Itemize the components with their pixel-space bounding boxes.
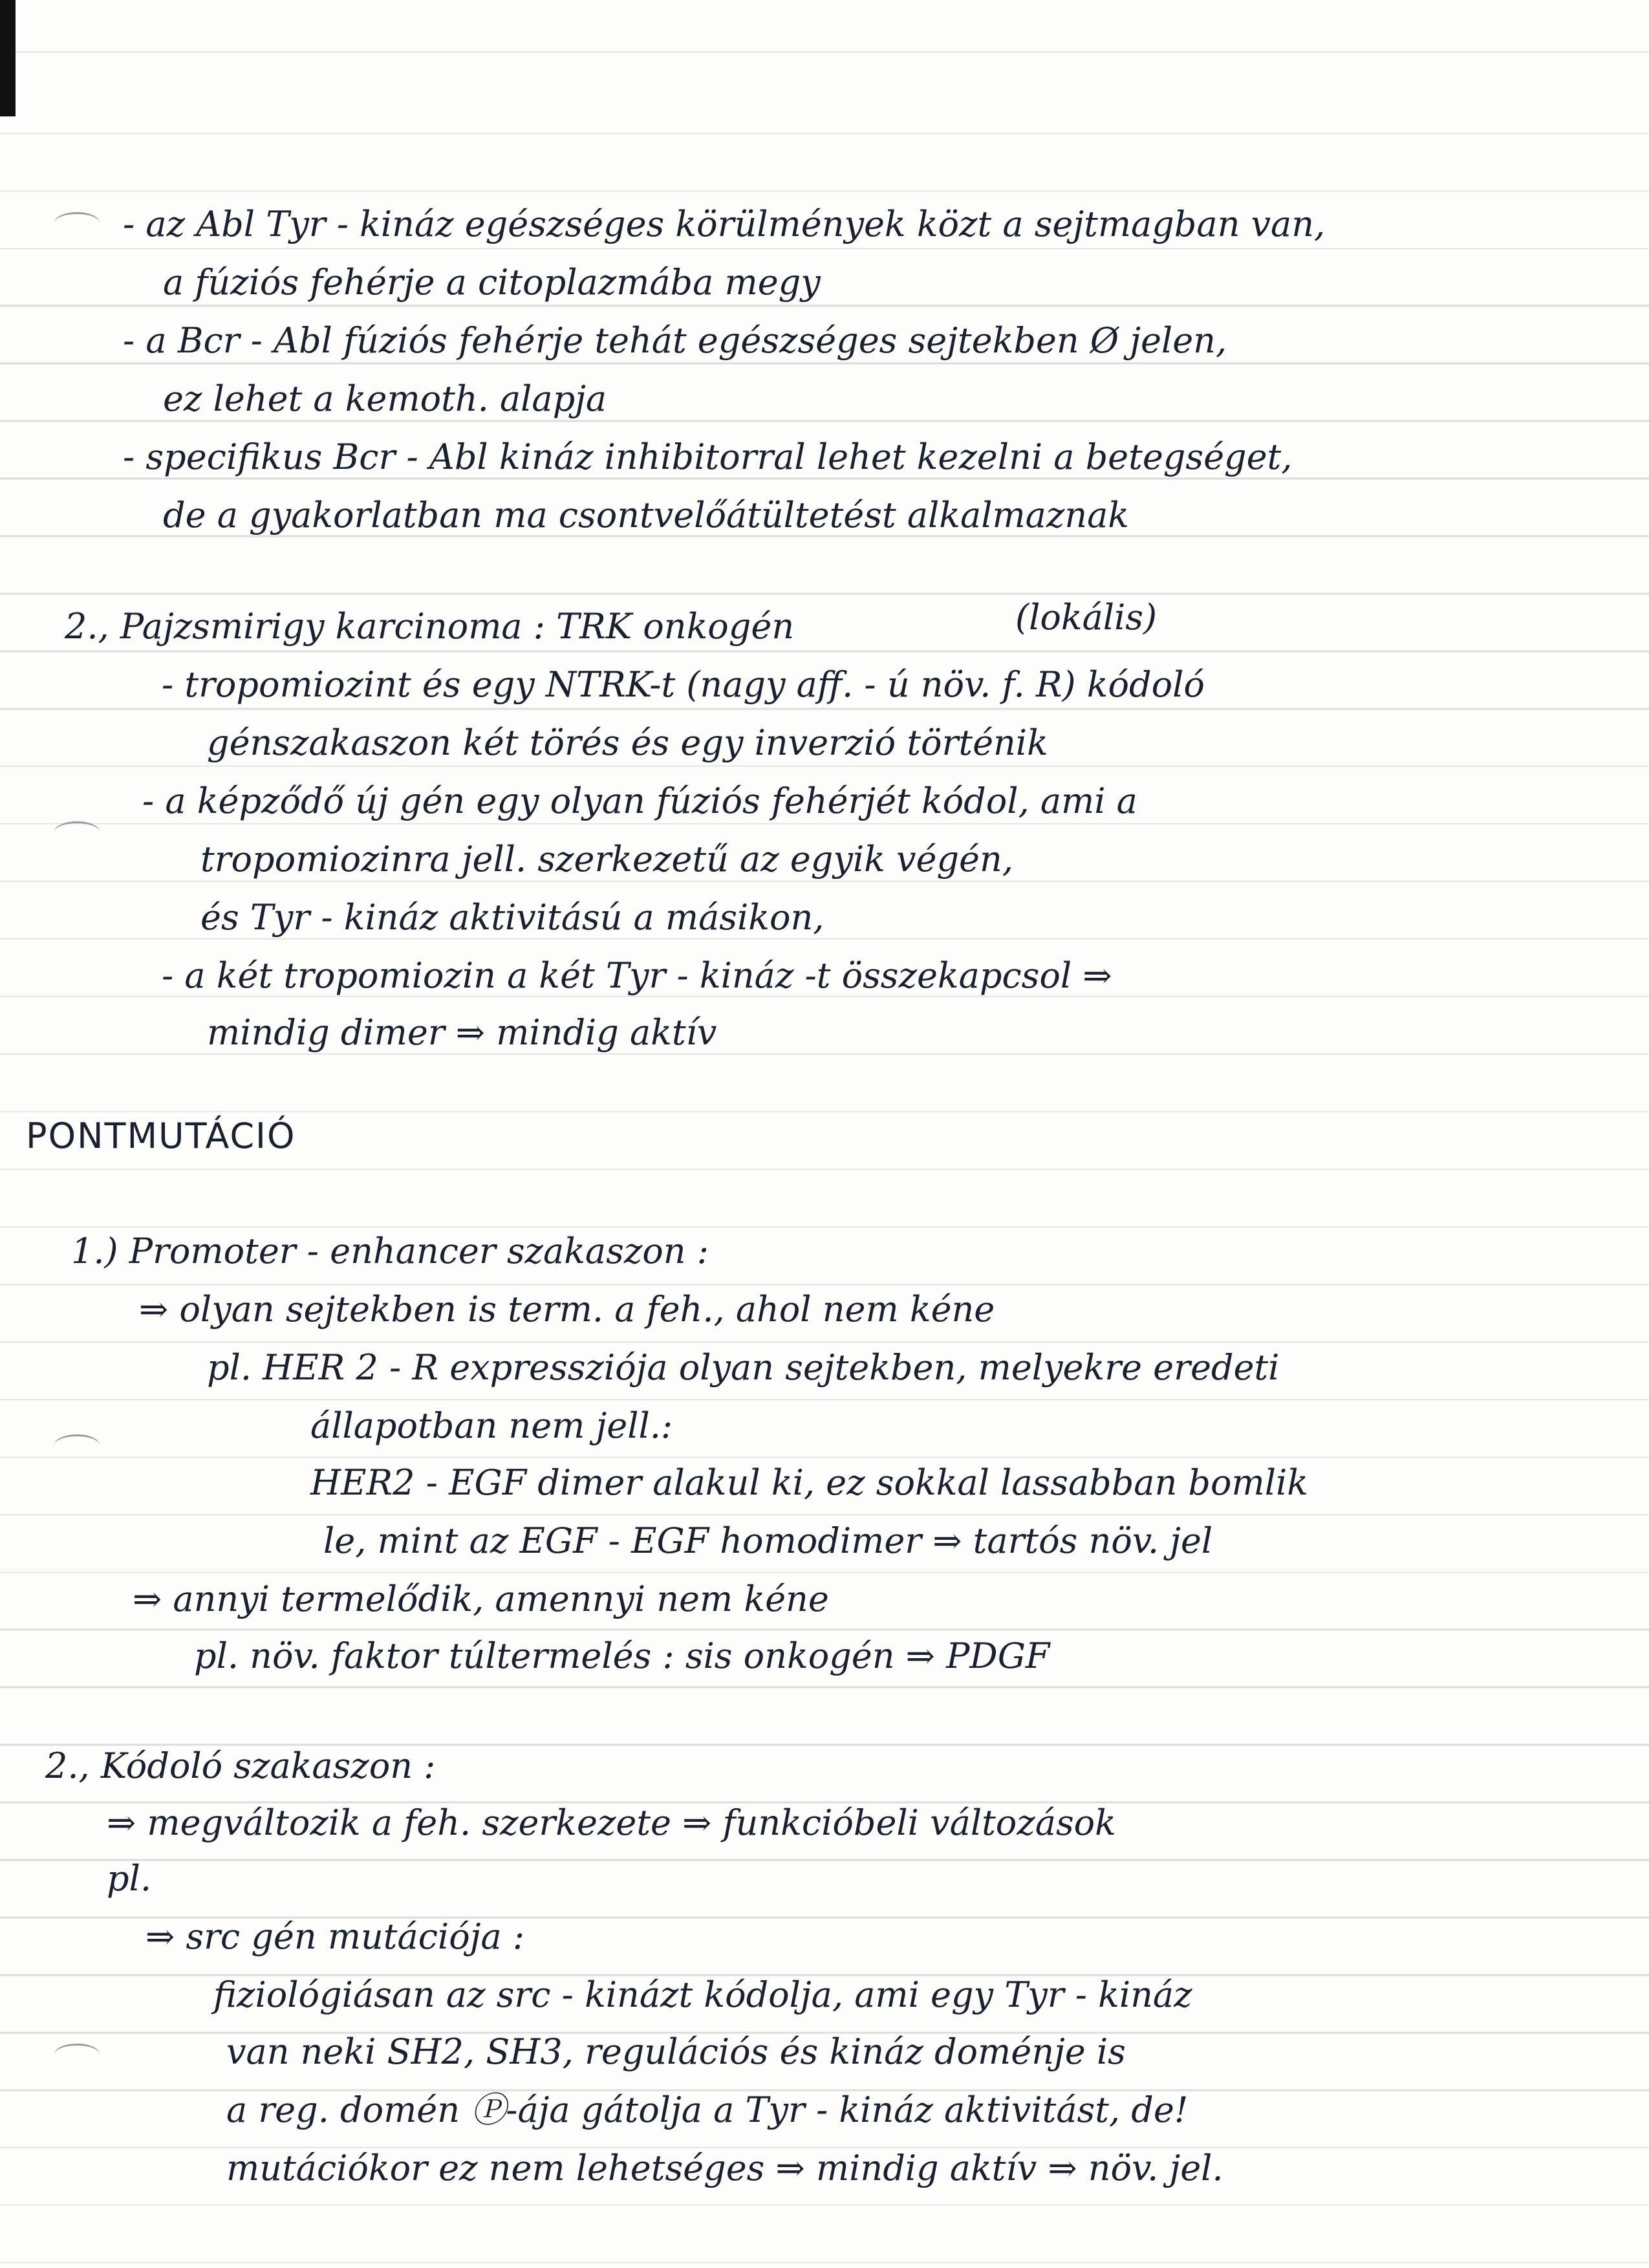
note-line: mindig dimer ⇒ mindig aktív bbox=[207, 1012, 717, 1053]
note-line: HER2 - EGF dimer alakul ki, ez sokkal lassabban bomlik bbox=[310, 1462, 1308, 1503]
note-line: fiziológiásan az src - kinázt kódolja, ami egy Tyr - kináz bbox=[213, 1974, 1192, 2015]
note-annotation: (lokális) bbox=[1015, 597, 1158, 638]
note-line: a reg. domén Ⓟ-ája gátolja a Tyr - kináz aktivitást, de! bbox=[226, 2090, 1189, 2130]
note-line: génszakaszon két törés és egy inverzió történik bbox=[207, 722, 1048, 763]
note-line: és Tyr - kináz aktivitású a másikon, bbox=[200, 897, 824, 938]
note-line: tropomiozinra jell. szerkezetű az egyik végén, bbox=[200, 839, 1013, 880]
punch-hole-mark bbox=[54, 1434, 100, 1456]
section-heading: 2., Kódoló szakaszon : bbox=[45, 1745, 436, 1786]
section-heading: 1.) Promoter - enhancer szakaszon : bbox=[71, 1231, 709, 1271]
note-line: de a gyakorlatban ma csontvelőátültetést alkalmaznak bbox=[163, 495, 1130, 535]
note-line: - a Bcr - Abl fúziós fehérje tehát egészséges sejtekben Ø jelen, bbox=[123, 320, 1227, 361]
note-line: - a két tropomiozin a két Tyr - kináz -t összekapcsol ⇒ bbox=[162, 955, 1112, 996]
note-line: - a képződő új gén egy olyan fúziós fehérjét kódol, ami a bbox=[142, 781, 1137, 821]
note-line: a fúziós fehérje a citoplazmába megy bbox=[163, 262, 821, 303]
page-title: PONTMUTÁCIÓ bbox=[26, 1116, 296, 1156]
note-line: mutációkor ez nem lehetséges ⇒ mindig aktív ⇒ növ. jel. bbox=[226, 2148, 1223, 2188]
punch-hole-mark bbox=[54, 2044, 100, 2065]
note-line: ⇒ olyan sejtekben is term. a feh., ahol nem kéne bbox=[139, 1289, 995, 1330]
scan-edge-shadow bbox=[0, 0, 16, 116]
note-line: ez lehet a kemoth. alapja bbox=[163, 378, 607, 419]
note-line: ⇒ src gén mutációja : bbox=[146, 1916, 525, 1957]
note-line: van neki SH2, SH3, regulációs és kináz doménje is bbox=[226, 2031, 1126, 2072]
punch-hole-mark bbox=[54, 212, 100, 233]
note-line: állapotban nem jell.: bbox=[310, 1405, 673, 1446]
note-line: ⇒ megváltozik a feh. szerkezete ⇒ funkcióbeli változások bbox=[107, 1802, 1116, 1843]
note-line: - specifikus Bcr - Abl kináz inhibitorral lehet kezelni a betegséget, bbox=[123, 437, 1293, 477]
section-heading: 2., Pajzsmirigy karcinoma : TRK onkogén bbox=[65, 606, 795, 647]
punch-hole-mark bbox=[54, 821, 100, 843]
note-line: ⇒ annyi termelődik, amennyi nem kéne bbox=[133, 1579, 829, 1619]
note-line: le, mint az EGF - EGF homodimer ⇒ tartós növ. jel bbox=[323, 1520, 1213, 1561]
note-line: pl. HER 2 - R expressziója olyan sejtekben, melyekre eredeti bbox=[207, 1347, 1280, 1388]
note-line: - tropomiozint és egy NTRK-t (nagy aff. - ú növ. f. R) kódoló bbox=[162, 664, 1205, 705]
note-line: pl. bbox=[107, 1858, 152, 1899]
note-line: - az Abl Tyr - kináz egészséges körülmények közt a sejtmagban van, bbox=[123, 204, 1326, 244]
note-line: pl. növ. faktor túltermelés : sis onkogén ⇒ PDGF bbox=[194, 1636, 1050, 1676]
